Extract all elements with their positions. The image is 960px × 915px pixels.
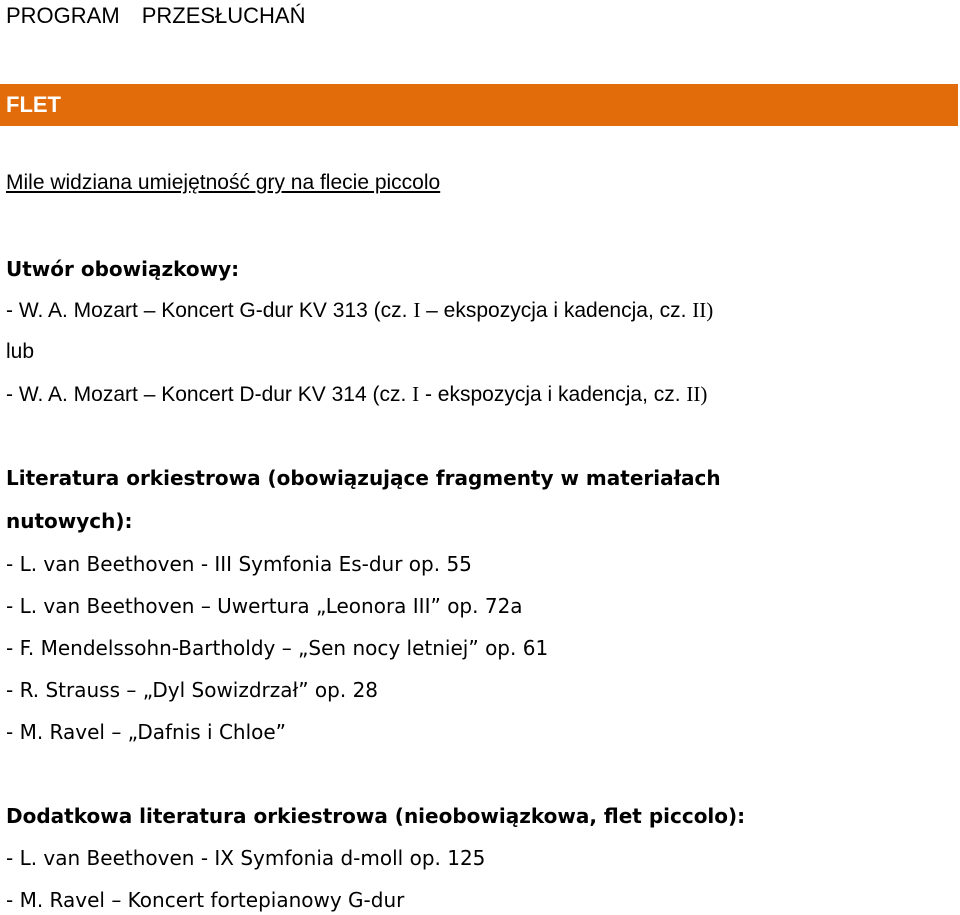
list-item: - R. Strauss – „Dyl Sowizdrzał” op. 28: [6, 678, 379, 702]
option-2-middle: - ekspozycja i kadencja, cz.: [419, 383, 687, 406]
mandatory-heading: Utwór obowiązkowy:: [6, 257, 240, 281]
mandatory-option-2: [6, 381, 707, 408]
option-1-roman: I: [413, 298, 421, 322]
option-1-text: - W. A. Mozart – Koncert G-dur KV 313 (cz.: [6, 299, 414, 322]
header-audition: PRZESŁUCHAŃ: [141, 3, 306, 28]
orchestral-heading-line-1: Literatura orkiestrowa (obowiązujące fragmenty w materiałach: [6, 466, 721, 490]
page-header: [6, 2, 306, 30]
list-item: - L. van Beethoven - IX Symfonia d-moll op. 125: [6, 846, 486, 870]
orchestral-heading-line-2: nutowych):: [6, 509, 133, 533]
option-2-roman: I: [412, 382, 420, 406]
list-item: - F. Mendelssohn-Bartholdy – „Sen nocy letniej” op. 61: [6, 636, 549, 660]
option-2-text: - W. A. Mozart – Koncert D-dur KV 314 (cz.: [6, 383, 413, 406]
instrument-label: FLET: [6, 92, 61, 117]
instrument-band: [0, 84, 958, 126]
list-item: - L. van Beethoven - III Symfonia Es-dur op. 55: [6, 552, 472, 576]
option-1-middle: – ekspozycja i kadencja, cz.: [420, 299, 693, 322]
piccolo-note: Mile widziana umiejętność gry na flecie piccolo: [6, 171, 441, 194]
mandatory-option-1: [6, 297, 713, 324]
or-label: lub: [6, 340, 35, 363]
option-1-roman-2: II): [692, 298, 714, 322]
additional-heading: Dodatkowa literatura orkiestrowa (nieobowiązkowa, flet piccolo):: [6, 804, 746, 828]
list-item: - M. Ravel – Koncert fortepianowy G-dur: [6, 888, 405, 912]
option-2-roman-2: II): [686, 382, 708, 406]
list-item: - M. Ravel – „Dafnis i Chloe”: [6, 720, 287, 744]
list-item: - L. van Beethoven – Uwertura „Leonora III” op. 72a: [6, 594, 523, 618]
header-program: PROGRAM: [6, 3, 120, 28]
